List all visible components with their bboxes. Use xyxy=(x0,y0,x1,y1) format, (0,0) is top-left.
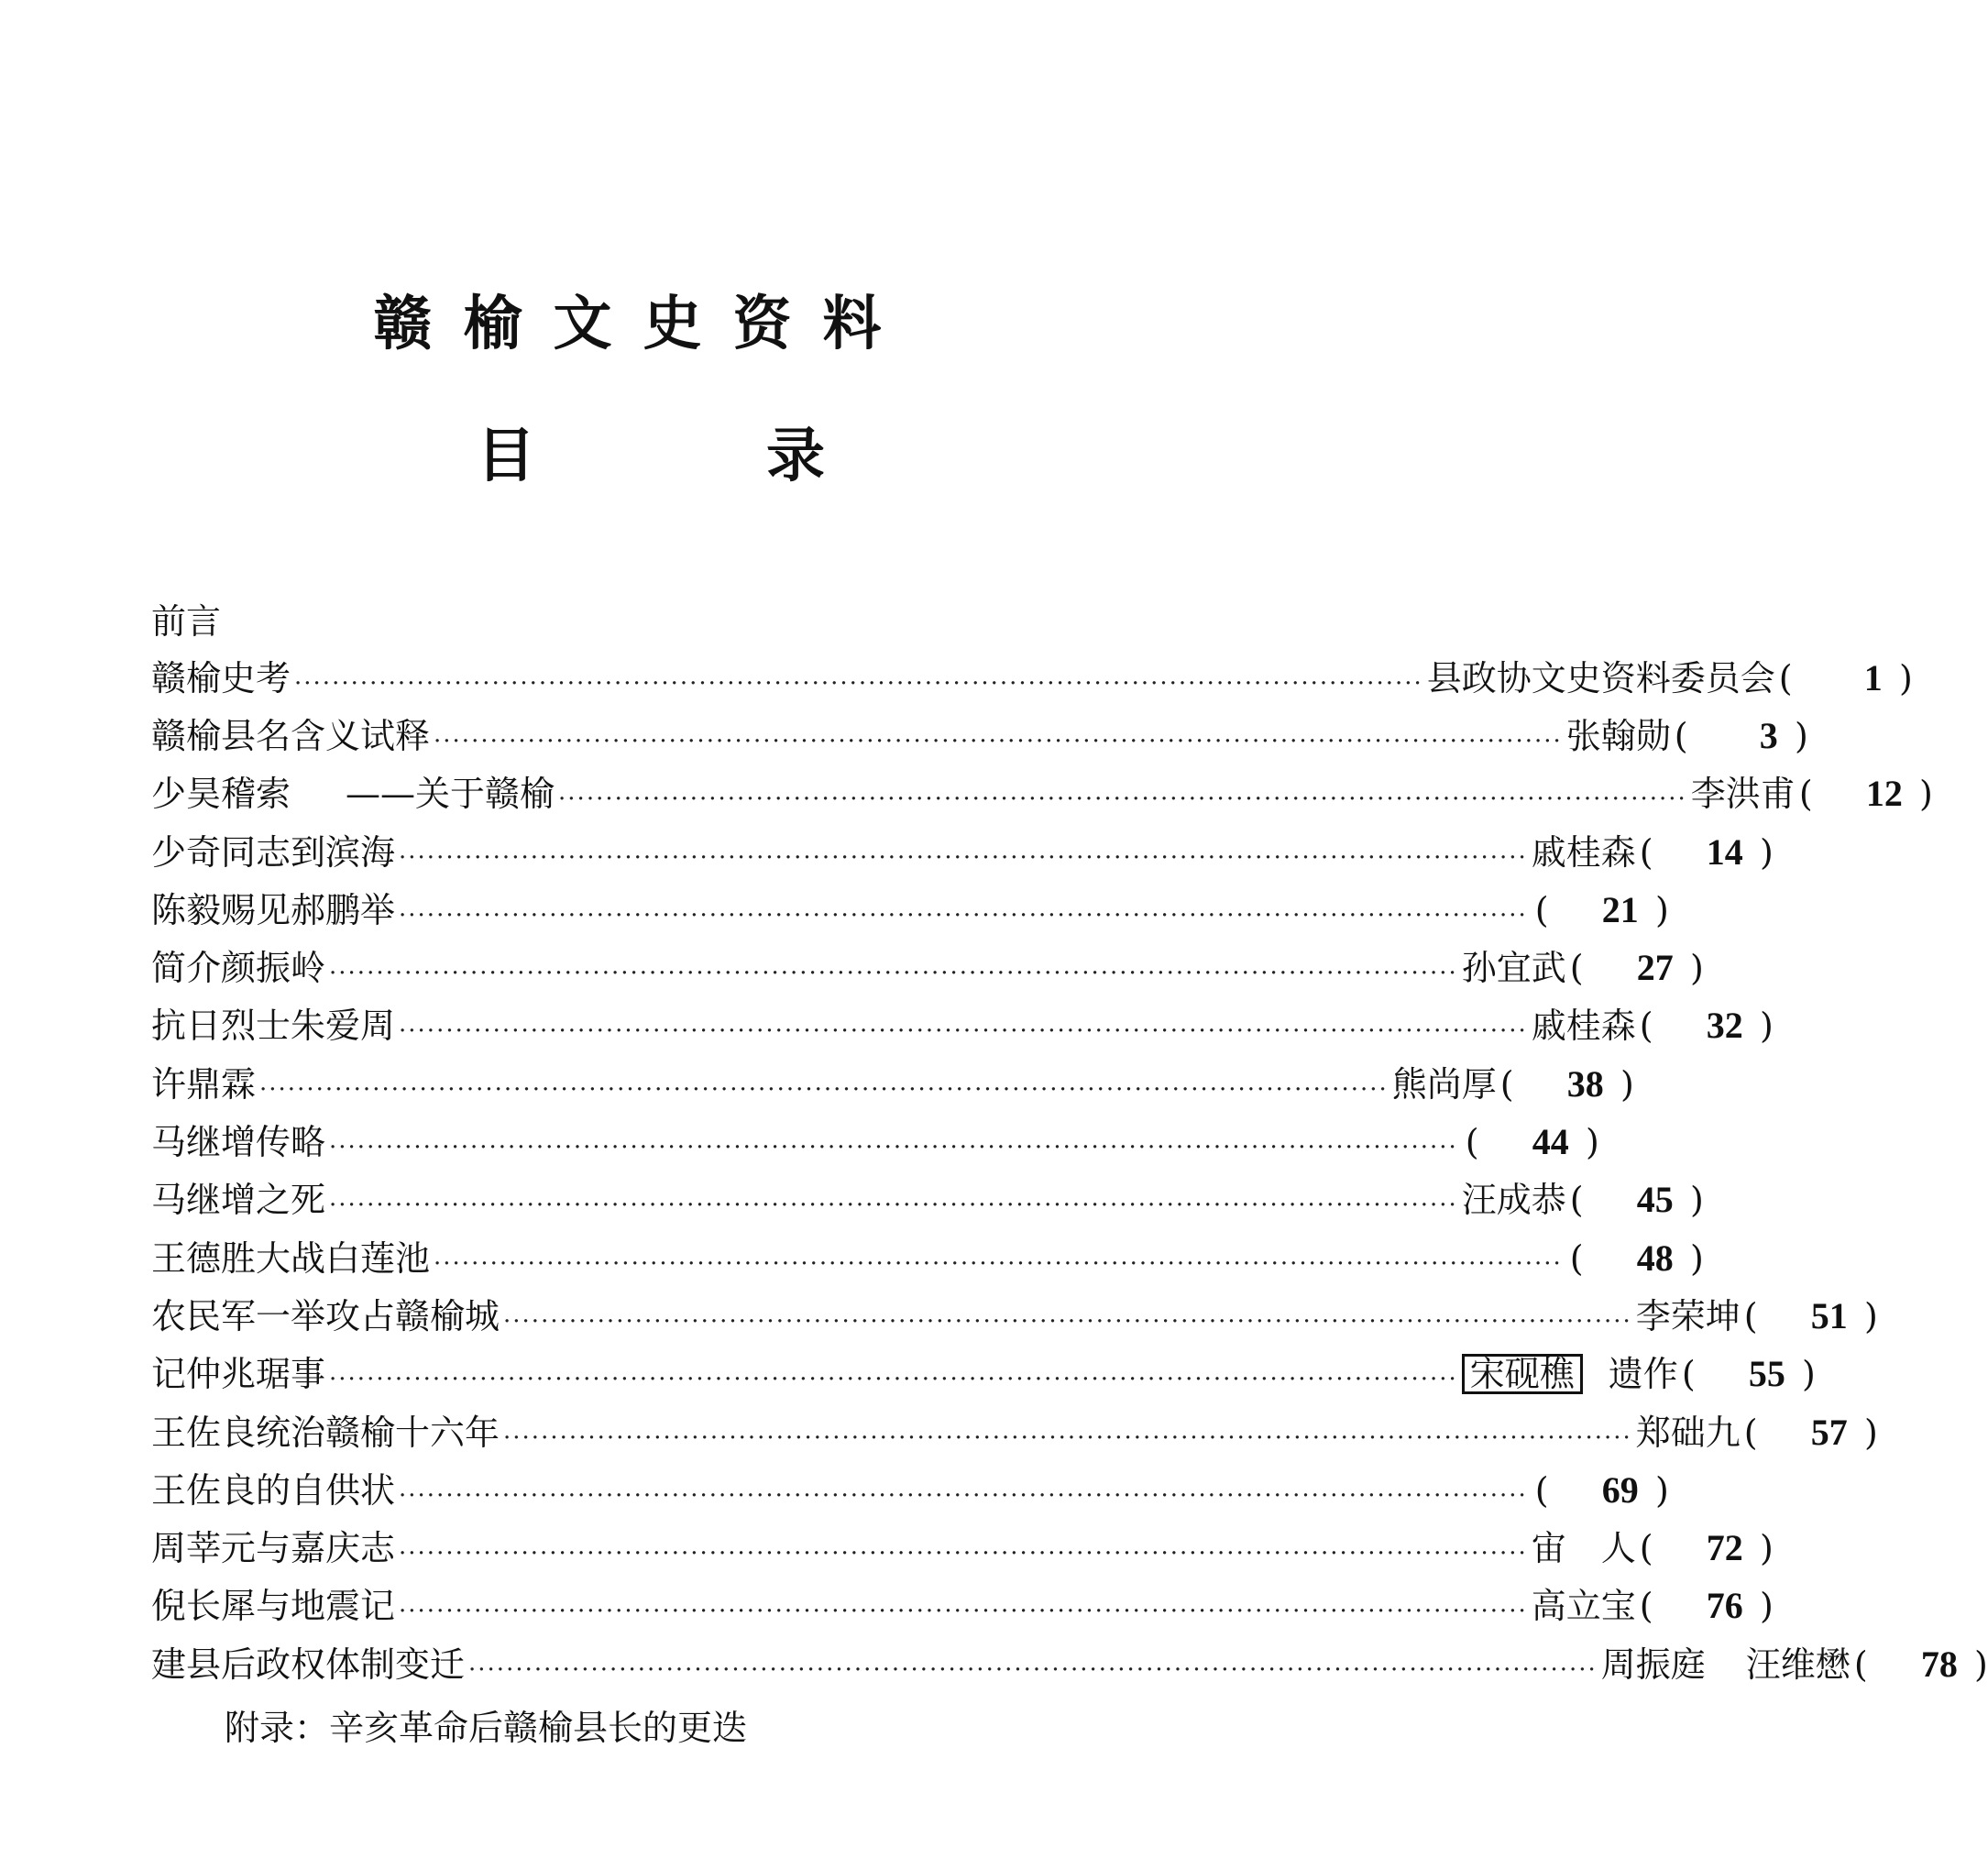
toc-entry-title: 记仲兆琚事 xyxy=(151,1354,326,1395)
open-paren: ( xyxy=(1798,774,1813,815)
toc-entry-page xyxy=(1532,1468,1669,1511)
close-paren: ) xyxy=(1689,1180,1704,1221)
author-name: 汪成恭 xyxy=(1461,1180,1566,1221)
page-number: 1 xyxy=(1863,656,1883,698)
close-paren: ) xyxy=(1654,1469,1669,1511)
toc-entry-title: 少昊稽索 xyxy=(151,774,291,815)
toc-entry-page xyxy=(1636,1005,1774,1047)
dot-leader: ························································································································ xyxy=(503,1424,1632,1452)
toc-entry-title: 少奇同志到滨海 xyxy=(151,831,396,873)
toc-entry-page xyxy=(1532,888,1669,930)
toc-entry-page xyxy=(1796,773,1933,815)
close-paren: ) xyxy=(1689,948,1704,989)
author-name: 郑础九 xyxy=(1635,1412,1741,1453)
toc-entry-title: 陈毅赐见郝鹏举 xyxy=(151,889,396,930)
dot-leader: ························································································································ xyxy=(329,1134,1458,1162)
open-paren: ( xyxy=(1569,948,1584,989)
open-paren: ( xyxy=(1499,1063,1514,1105)
toc-entry-author xyxy=(1531,1586,1636,1627)
toc-entry xyxy=(151,1055,1634,1113)
dot-leader: ························································································································ xyxy=(399,1540,1528,1568)
toc-entry-author xyxy=(1635,1295,1741,1336)
toc-entry-title: 王佐良统治赣榆十六年 xyxy=(151,1412,500,1453)
page-number: 3 xyxy=(1759,714,1778,756)
close-paren: ) xyxy=(1654,889,1669,930)
page-number: 69 xyxy=(1601,1468,1639,1511)
close-paren: ) xyxy=(1759,1006,1774,1047)
author-name: 周振庭 xyxy=(1600,1644,1706,1685)
toc-entry-title: 简介颜振岭 xyxy=(151,948,326,989)
toc-entry-author xyxy=(1690,774,1796,815)
toc-entry-page xyxy=(1851,1643,1988,1685)
author-name: 孙宜武 xyxy=(1461,948,1566,989)
toc-entry-title: 马继增传略 xyxy=(151,1122,326,1163)
preface-entry: 前言 xyxy=(151,601,222,642)
author-name: 高立宝 xyxy=(1531,1586,1636,1627)
toc-entry-page xyxy=(1741,1294,1878,1336)
dot-leader: ························································································································ xyxy=(434,727,1563,755)
dot-leader: ························································································································ xyxy=(399,1598,1528,1626)
toc-entry-title: 许鼎霖 xyxy=(151,1063,257,1105)
dot-leader: ························································································································ xyxy=(259,1075,1389,1104)
open-paren: ( xyxy=(1569,1180,1584,1221)
dot-leader: ························································································································ xyxy=(399,1017,1528,1046)
toc-entry xyxy=(151,1113,1599,1171)
dot-leader: ························································································································ xyxy=(294,669,1423,698)
toc-entry xyxy=(151,1346,1816,1403)
open-paren: ( xyxy=(1639,831,1653,873)
toc-entry-page xyxy=(1497,1062,1634,1105)
toc-entry-page xyxy=(1636,830,1774,873)
toc-entry-author xyxy=(1461,1180,1566,1221)
close-paren: ) xyxy=(1794,715,1808,756)
toc-entry-title: 赣榆县名含义试释 xyxy=(151,715,431,756)
page-number: 21 xyxy=(1601,888,1639,930)
author-name: 县政协文史资料委员会 xyxy=(1426,657,1775,698)
dot-leader: ························································································································ xyxy=(329,1192,1458,1220)
toc-entry-title: 赣榆史考 xyxy=(151,657,291,698)
close-paren: ) xyxy=(1863,1412,1878,1453)
toc-entry-author xyxy=(1531,1528,1636,1569)
close-paren: ) xyxy=(1863,1295,1878,1336)
toc-entries xyxy=(151,649,1988,1693)
toc-entry-title: 抗日烈士朱爱周 xyxy=(151,1006,396,1047)
page-number: 55 xyxy=(1748,1353,1785,1395)
toc-entry xyxy=(151,939,1704,996)
open-paren: ( xyxy=(1639,1586,1653,1627)
author-name: 李荣坤 xyxy=(1635,1295,1741,1336)
dot-leader: ························································································································ xyxy=(503,1307,1632,1336)
contents-heading-right: 录 xyxy=(766,422,825,490)
author-name: 戚桂森 xyxy=(1531,831,1636,873)
toc-entry-subtitle: ——关于赣榆 xyxy=(346,774,555,815)
table-of-contents xyxy=(151,594,1988,1755)
toc-entry-author xyxy=(1565,715,1671,756)
toc-entry-page xyxy=(1775,656,1913,698)
page-number: 12 xyxy=(1865,773,1903,815)
open-paren: ( xyxy=(1569,1237,1584,1279)
page-number: 76 xyxy=(1706,1585,1743,1627)
toc-entry xyxy=(151,649,1913,707)
page-number: 51 xyxy=(1810,1294,1848,1336)
book-title: 赣榆文史资料 xyxy=(373,290,913,358)
close-paren: ) xyxy=(1620,1063,1634,1105)
appendix-entry: 附录：辛亥革命后赣榆县长的更迭 xyxy=(225,1708,748,1749)
toc-entry-title: 王德胜大战白莲池 xyxy=(151,1237,431,1279)
open-paren: ( xyxy=(1743,1295,1758,1336)
second-author-name: 汪维懋 xyxy=(1745,1644,1851,1685)
toc-entry-page xyxy=(1566,947,1704,989)
toc-entry-title: 周莘元与嘉庆志 xyxy=(151,1528,396,1569)
toc-entry xyxy=(151,1171,1704,1229)
page-number: 57 xyxy=(1810,1411,1848,1453)
dot-leader: ························································································································ xyxy=(329,1366,1458,1394)
toc-entry-page xyxy=(1636,1585,1774,1627)
open-paren: ( xyxy=(1534,1469,1549,1511)
boxed-author-name: 宋砚樵 xyxy=(1462,1354,1583,1394)
open-paren: ( xyxy=(1853,1644,1868,1685)
author-name: 张翰勋 xyxy=(1565,715,1671,756)
close-paren: ) xyxy=(1898,657,1913,698)
dot-leader: ························································································································ xyxy=(468,1655,1598,1684)
close-paren: ) xyxy=(1689,1237,1704,1279)
page-number: 38 xyxy=(1566,1062,1604,1105)
author-name: 戚桂森 xyxy=(1531,1006,1636,1047)
dot-leader: ························································································································ xyxy=(434,1249,1563,1278)
toc-entry xyxy=(151,881,1669,939)
toc-entry xyxy=(151,1635,1988,1693)
close-paren: ) xyxy=(1973,1644,1988,1685)
page-number: 27 xyxy=(1636,947,1674,989)
toc-entry-title: 马继增之死 xyxy=(151,1180,326,1221)
open-paren: ( xyxy=(1639,1006,1653,1047)
toc-entry-author xyxy=(1462,1354,1678,1394)
toc-entry-author xyxy=(1600,1644,1851,1685)
toc-entry-page xyxy=(1741,1411,1878,1453)
toc-entry xyxy=(151,707,1808,764)
open-paren: ( xyxy=(1681,1354,1696,1395)
contents-heading xyxy=(477,422,825,490)
dot-leader: ························································································································ xyxy=(399,901,1528,929)
page-number: 14 xyxy=(1706,830,1743,873)
author-name: 熊尚厚 xyxy=(1391,1063,1497,1105)
toc-entry xyxy=(151,1229,1704,1287)
toc-entry-page xyxy=(1671,714,1808,756)
open-paren: ( xyxy=(1778,657,1793,698)
toc-entry xyxy=(151,1287,1878,1345)
author-name: 李洪甫 xyxy=(1690,774,1796,815)
page-number: 32 xyxy=(1706,1005,1743,1047)
toc-entry-author xyxy=(1426,657,1775,698)
dot-leader: ························································································································ xyxy=(399,1481,1528,1510)
close-paren: ) xyxy=(1759,1528,1774,1569)
page-number: 48 xyxy=(1636,1237,1674,1279)
toc-entry-author xyxy=(1531,831,1636,873)
contents-heading-left: 目 xyxy=(477,422,535,490)
author-suffix: 遗作 xyxy=(1608,1354,1678,1395)
dot-leader: ························································································································ xyxy=(399,843,1528,872)
close-paren: ) xyxy=(1801,1354,1816,1395)
toc-entry-author xyxy=(1391,1063,1497,1105)
dot-leader: ························································································································ xyxy=(558,786,1687,814)
toc-entry-page xyxy=(1462,1121,1599,1163)
page-number: 44 xyxy=(1532,1121,1569,1163)
toc-entry-title: 农民军一举攻占赣榆城 xyxy=(151,1295,500,1336)
toc-entry xyxy=(151,1461,1669,1519)
toc-entry xyxy=(151,765,1933,823)
close-paren: ) xyxy=(1918,774,1933,815)
toc-entry-author xyxy=(1635,1412,1741,1453)
toc-entry-author xyxy=(1531,1006,1636,1047)
toc-entry xyxy=(151,1519,1774,1577)
toc-entry-title: 建县后政权体制变迁 xyxy=(151,1644,466,1685)
toc-entry-title: 倪长犀与地震记 xyxy=(151,1586,396,1627)
open-paren: ( xyxy=(1465,1122,1479,1163)
toc-entry xyxy=(151,1578,1774,1635)
close-paren: ) xyxy=(1585,1122,1599,1163)
toc-entry-author xyxy=(1461,948,1566,989)
toc-entry-page xyxy=(1566,1179,1704,1221)
toc-entry xyxy=(151,997,1774,1055)
open-paren: ( xyxy=(1674,715,1688,756)
page-number: 45 xyxy=(1636,1179,1674,1221)
toc-entry-page xyxy=(1566,1237,1704,1279)
page-number: 78 xyxy=(1920,1643,1958,1685)
toc-entry-title: 王佐良的自供状 xyxy=(151,1469,396,1511)
toc-entry xyxy=(151,823,1774,881)
author-name: 宙 人 xyxy=(1531,1528,1636,1569)
toc-entry-page xyxy=(1636,1527,1774,1569)
dot-leader: ························································································································ xyxy=(329,960,1458,988)
close-paren: ) xyxy=(1759,1586,1774,1627)
open-paren: ( xyxy=(1534,889,1549,930)
toc-entry xyxy=(151,1403,1878,1461)
open-paren: ( xyxy=(1639,1528,1653,1569)
toc-entry-page xyxy=(1678,1353,1816,1395)
page-number: 72 xyxy=(1706,1527,1743,1569)
close-paren: ) xyxy=(1759,831,1774,873)
open-paren: ( xyxy=(1743,1412,1758,1453)
